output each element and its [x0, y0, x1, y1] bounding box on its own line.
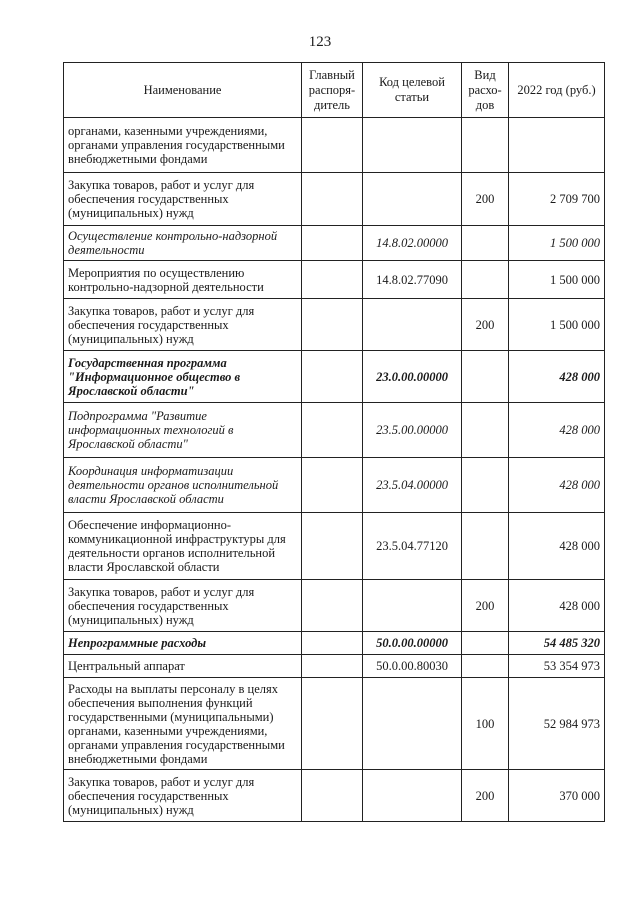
table-row	[64, 513, 605, 580]
table-row	[64, 458, 605, 513]
table-row	[64, 403, 605, 458]
row-code: 14.8.02.77090	[363, 261, 462, 299]
row-name: Государственная программа "Информационное общество в Ярославской области"	[64, 351, 302, 403]
row-code: 23.0.00.00000	[363, 351, 462, 403]
row-amount: 1 500 000	[509, 261, 605, 299]
row-code	[363, 173, 462, 226]
row-name: Непрограммные расходы	[64, 632, 302, 655]
row-type: 200	[462, 173, 509, 226]
row-type: 200	[462, 580, 509, 632]
table-row	[64, 118, 605, 173]
row-name: Подпрограмма "Развитие информационных технологий в Ярославской области"	[64, 403, 302, 458]
row-name: органами, казенными учреждениями, органами управления государственными внебюджетными фондами	[64, 118, 302, 173]
row-amount: 53 354 973	[509, 655, 605, 678]
row-type: 200	[462, 770, 509, 822]
row-name: Закупка товаров, работ и услуг для обеспечения государственных (муниципальных) нужд	[64, 580, 302, 632]
row-code: 50.0.00.80030	[363, 655, 462, 678]
table-row	[64, 770, 605, 822]
row-amount: 52 984 973	[509, 678, 605, 770]
row-code	[363, 770, 462, 822]
header-amount: 2022 год (руб.)	[509, 63, 605, 118]
row-manager	[302, 261, 363, 299]
row-amount: 1 500 000	[509, 226, 605, 261]
row-type	[462, 632, 509, 655]
page-number: 123	[308, 34, 332, 50]
row-code: 23.5.00.00000	[363, 403, 462, 458]
header-name: Наименование	[64, 63, 302, 118]
row-amount: 54 485 320	[509, 632, 605, 655]
header-code: Код целевой статьи	[363, 63, 462, 118]
row-manager	[302, 351, 363, 403]
table-row	[64, 632, 605, 655]
table-header-row	[64, 63, 605, 118]
table-row	[64, 678, 605, 770]
row-manager	[302, 580, 363, 632]
row-amount: 1 500 000	[509, 299, 605, 351]
row-code: 23.5.04.77120	[363, 513, 462, 580]
row-manager	[302, 403, 363, 458]
row-type	[462, 458, 509, 513]
row-manager	[302, 226, 363, 261]
row-code	[363, 118, 462, 173]
row-manager	[302, 513, 363, 580]
row-name: Центральный аппарат	[64, 655, 302, 678]
row-name: Осуществление контрольно-надзорной деятельности	[64, 226, 302, 261]
row-type	[462, 351, 509, 403]
row-manager	[302, 632, 363, 655]
row-manager	[302, 173, 363, 226]
table-row	[64, 261, 605, 299]
row-amount: 428 000	[509, 403, 605, 458]
row-amount: 428 000	[509, 351, 605, 403]
row-name: Закупка товаров, работ и услуг для обеспечения государственных (муниципальных) нужд	[64, 299, 302, 351]
row-name: Расходы на выплаты персоналу в целях обеспечения выполнения функций государственными (муниципальными) органами, казенными учреждениями, органами управления государственными внебюджетными фондами	[64, 678, 302, 770]
row-type: 200	[462, 299, 509, 351]
row-type	[462, 261, 509, 299]
row-type	[462, 403, 509, 458]
row-name: Закупка товаров, работ и услуг для обеспечения государственных (муниципальных) нужд	[64, 173, 302, 226]
table-row	[64, 226, 605, 261]
row-code: 50.0.00.00000	[363, 632, 462, 655]
table-row	[64, 173, 605, 226]
table-row	[64, 655, 605, 678]
row-code: 14.8.02.00000	[363, 226, 462, 261]
row-amount: 428 000	[509, 513, 605, 580]
row-amount: 428 000	[509, 580, 605, 632]
row-manager	[302, 118, 363, 173]
row-manager	[302, 299, 363, 351]
row-manager	[302, 770, 363, 822]
row-code	[363, 299, 462, 351]
budget-table	[63, 62, 605, 822]
row-type	[462, 513, 509, 580]
row-manager	[302, 655, 363, 678]
table-row	[64, 299, 605, 351]
row-amount: 370 000	[509, 770, 605, 822]
row-type	[462, 655, 509, 678]
row-type: 100	[462, 678, 509, 770]
row-code: 23.5.04.00000	[363, 458, 462, 513]
table-row	[64, 580, 605, 632]
row-manager	[302, 458, 363, 513]
row-amount: 2 709 700	[509, 173, 605, 226]
row-code	[363, 580, 462, 632]
row-name: Координация информатизации деятельности органов исполнительной власти Ярославской области	[64, 458, 302, 513]
header-type: Вид расхо-дов	[462, 63, 509, 118]
row-name: Закупка товаров, работ и услуг для обеспечения государственных (муниципальных) нужд	[64, 770, 302, 822]
row-amount: 428 000	[509, 458, 605, 513]
row-manager	[302, 678, 363, 770]
row-type	[462, 226, 509, 261]
row-name: Мероприятия по осуществлению контрольно-надзорной деятельности	[64, 261, 302, 299]
row-amount	[509, 118, 605, 173]
table-row	[64, 351, 605, 403]
row-code	[363, 678, 462, 770]
header-manager: Главный распоря-дитель	[302, 63, 363, 118]
row-type	[462, 118, 509, 173]
row-name: Обеспечение информационно-коммуникационной инфраструктуры для деятельности органов исполнительной власти Ярославской области	[64, 513, 302, 580]
